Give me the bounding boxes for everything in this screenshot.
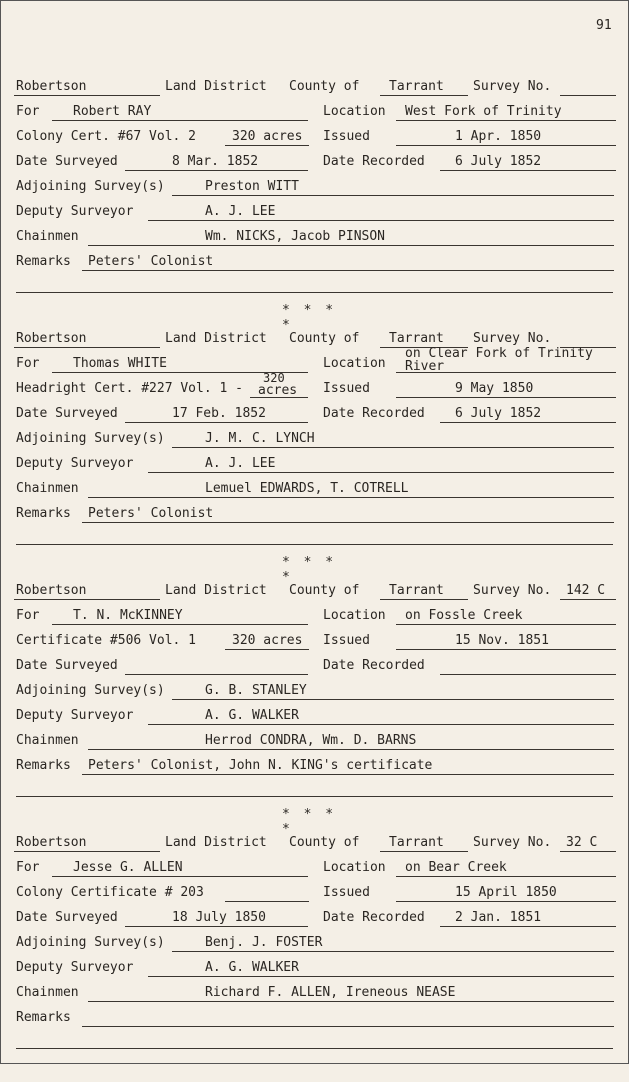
for-label: For <box>16 608 40 623</box>
deputy-surveyor-label: Deputy Surveyor <box>16 204 134 219</box>
adjoining-survey-label: Adjoining Survey(s) <box>16 683 165 698</box>
date-recorded-label: Date Recorded <box>323 658 425 673</box>
location-value: West Fork of Trinity <box>405 104 562 119</box>
adjoining-survey-label: Adjoining Survey(s) <box>16 935 165 950</box>
land-district-label: Land District <box>165 79 267 94</box>
county-of-label: County of <box>289 331 360 346</box>
certificate-label: Colony Cert. #67 Vol. 2 <box>16 129 197 144</box>
certificate-label: Headright Cert. #227 Vol. 1 - <box>16 381 243 396</box>
record-row <box>0 101 629 123</box>
chainmen-value: Wm. NICKS, Jacob PINSON <box>205 229 386 244</box>
separator-stars: * * * * <box>282 807 337 837</box>
county-line <box>380 851 468 852</box>
adjoining-survey-value: Preston WITT <box>205 179 299 194</box>
date-recorded-line <box>440 926 616 927</box>
record-row <box>0 832 629 854</box>
record-row <box>0 580 629 602</box>
record-row <box>0 1007 629 1029</box>
survey-no-label: Survey No. <box>473 583 552 598</box>
county-of-label: County of <box>289 79 360 94</box>
chainmen-line <box>88 497 614 498</box>
adjoining-survey-value: Benj. J. FOSTER <box>205 935 323 950</box>
date-recorded-value: 6 July 1852 <box>455 406 542 421</box>
acres-value: acres <box>258 383 298 398</box>
chainmen-value: Herrod CONDRA, Wm. D. BARNS <box>205 733 417 748</box>
record-row <box>0 453 629 475</box>
record-row <box>0 478 629 500</box>
remarks-line <box>82 270 614 271</box>
survey-no-label: Survey No. <box>473 331 552 346</box>
for-label: For <box>16 860 40 875</box>
district-value: Robertson <box>16 583 87 598</box>
chainmen-value: Richard F. ALLEN, Ireneous NEASE <box>205 985 456 1000</box>
deputy-surveyor-value: A. G. WALKER <box>205 708 299 723</box>
chainmen-label: Chainmen <box>16 481 79 496</box>
remarks-line <box>82 774 614 775</box>
deputy-surveyor-label: Deputy Surveyor <box>16 960 134 975</box>
date-recorded-line <box>440 674 616 675</box>
for-value: Thomas WHITE <box>73 356 167 371</box>
county-value: Tarrant <box>389 835 444 850</box>
date-surveyed-value: 17 Feb. 1852 <box>172 406 266 421</box>
county-value: Tarrant <box>389 331 444 346</box>
district-value: Robertson <box>16 79 87 94</box>
county-value: Tarrant <box>389 583 444 598</box>
acres-value: 320 acres <box>232 633 303 648</box>
remarks-value: Peters' Colonist <box>88 254 214 269</box>
page-number: 91 <box>596 18 612 33</box>
county-line <box>380 599 468 600</box>
survey-record <box>0 328 629 578</box>
for-label: For <box>16 356 40 371</box>
remarks-continuation-line <box>16 1048 613 1049</box>
record-row <box>0 403 629 425</box>
remarks-continuation-line <box>16 292 613 293</box>
date-surveyed-value: 8 Mar. 1852 <box>172 154 259 169</box>
location-value: on Clear Fork of Trinity <box>405 346 593 361</box>
deputy-line <box>148 976 614 977</box>
issued-label: Issued <box>323 885 370 900</box>
issued-value: 15 Nov. 1851 <box>455 633 549 648</box>
county-of-label: County of <box>289 583 360 598</box>
adjoining-line <box>172 699 614 700</box>
deputy-surveyor-value: A. J. LEE <box>205 204 276 219</box>
for-value: T. N. McKINNEY <box>73 608 183 623</box>
remarks-label: Remarks <box>16 506 71 521</box>
adjoining-survey-value: J. M. C. LYNCH <box>205 431 315 446</box>
adjoining-line <box>172 447 614 448</box>
date-surveyed-line <box>125 422 308 423</box>
survey-no-value: 142 C <box>566 583 606 598</box>
date-surveyed-label: Date Surveyed <box>16 154 118 169</box>
date-recorded-line <box>440 170 616 171</box>
survey-no-value: 32 C <box>566 835 598 850</box>
separator-stars: * * * * <box>282 555 337 585</box>
date-surveyed-line <box>125 926 308 927</box>
record-row <box>0 503 629 525</box>
county-value: Tarrant <box>389 79 444 94</box>
acres-value: 320 acres <box>232 129 303 144</box>
survey-no-line <box>560 851 616 852</box>
location-label: Location <box>323 104 386 119</box>
record-row <box>0 76 629 98</box>
date-recorded-value: 6 July 1852 <box>455 154 542 169</box>
for-label: For <box>16 104 40 119</box>
location-value: on Bear Creek <box>405 860 507 875</box>
adjoining-survey-label: Adjoining Survey(s) <box>16 431 165 446</box>
issued-line <box>396 145 616 146</box>
date-surveyed-label: Date Surveyed <box>16 910 118 925</box>
date-recorded-value: 2 Jan. 1851 <box>455 910 542 925</box>
issued-line <box>396 397 616 398</box>
acres-line <box>225 901 309 902</box>
for-line <box>52 120 308 121</box>
record-row <box>0 346 629 375</box>
date-surveyed-label: Date Surveyed <box>16 658 118 673</box>
date-recorded-line <box>440 422 616 423</box>
record-row <box>0 151 629 173</box>
issued-value: 15 April 1850 <box>455 885 557 900</box>
chainmen-label: Chainmen <box>16 733 79 748</box>
deputy-surveyor-label: Deputy Surveyor <box>16 708 134 723</box>
survey-record <box>0 76 629 326</box>
chainmen-label: Chainmen <box>16 985 79 1000</box>
record-row <box>0 982 629 1004</box>
date-surveyed-value: 18 July 1850 <box>172 910 266 925</box>
chainmen-value: Lemuel EDWARDS, T. COTRELL <box>205 481 409 496</box>
record-row <box>0 605 629 627</box>
deputy-surveyor-value: A. J. LEE <box>205 456 276 471</box>
record-row <box>0 126 629 148</box>
remarks-line <box>82 1026 614 1027</box>
land-district-label: Land District <box>165 331 267 346</box>
record-row <box>0 201 629 223</box>
survey-record <box>0 580 629 830</box>
date-surveyed-line <box>125 170 308 171</box>
land-district-label: Land District <box>165 835 267 850</box>
remarks-value: Peters' Colonist, John N. KING's certificate <box>88 758 433 773</box>
remarks-value: Peters' Colonist <box>88 506 214 521</box>
issued-line <box>396 901 616 902</box>
record-row <box>0 857 629 879</box>
location-line <box>396 624 616 625</box>
date-surveyed-label: Date Surveyed <box>16 406 118 421</box>
acres-line <box>225 649 309 650</box>
deputy-line <box>148 220 614 221</box>
adjoining-line <box>172 195 614 196</box>
issued-line <box>396 649 616 650</box>
adjoining-line <box>172 951 614 952</box>
county-line <box>380 95 468 96</box>
location-label: Location <box>323 860 386 875</box>
district-line <box>14 851 160 852</box>
chainmen-line <box>88 245 614 246</box>
adjoining-survey-label: Adjoining Survey(s) <box>16 179 165 194</box>
issued-label: Issued <box>323 633 370 648</box>
issued-value: 9 May 1850 <box>455 381 534 396</box>
for-value: Jesse G. ALLEN <box>73 860 183 875</box>
district-line <box>14 347 160 348</box>
acres-value-top: 320 <box>263 371 285 385</box>
record-row <box>0 226 629 248</box>
location-value-line2: River <box>405 359 445 374</box>
issued-label: Issued <box>323 129 370 144</box>
deputy-line <box>148 472 614 473</box>
record-row <box>0 680 629 702</box>
land-district-label: Land District <box>165 583 267 598</box>
survey-no-line <box>560 95 616 96</box>
district-value: Robertson <box>16 331 87 346</box>
survey-record <box>0 832 629 1082</box>
remarks-label: Remarks <box>16 758 71 773</box>
location-line <box>396 876 616 877</box>
date-recorded-label: Date Recorded <box>323 406 425 421</box>
survey-no-label: Survey No. <box>473 835 552 850</box>
acres-line <box>225 145 309 146</box>
survey-no-line <box>560 599 616 600</box>
issued-value: 1 Apr. 1850 <box>455 129 542 144</box>
record-row <box>0 371 629 400</box>
record-row <box>0 932 629 954</box>
chainmen-line <box>88 1001 614 1002</box>
chainmen-line <box>88 749 614 750</box>
district-value: Robertson <box>16 835 87 850</box>
issued-label: Issued <box>323 381 370 396</box>
remarks-label: Remarks <box>16 254 71 269</box>
remarks-line <box>82 522 614 523</box>
location-value: on Fossle Creek <box>405 608 523 623</box>
for-line <box>52 624 308 625</box>
record-row <box>0 957 629 979</box>
deputy-surveyor-label: Deputy Surveyor <box>16 456 134 471</box>
remarks-continuation-line <box>16 796 613 797</box>
deputy-surveyor-value: A. G. WALKER <box>205 960 299 975</box>
record-row <box>0 705 629 727</box>
record-row <box>0 630 629 652</box>
date-recorded-label: Date Recorded <box>323 910 425 925</box>
location-label: Location <box>323 608 386 623</box>
county-of-label: County of <box>289 835 360 850</box>
survey-no-label: Survey No. <box>473 79 552 94</box>
remarks-label: Remarks <box>16 1010 71 1025</box>
deputy-line <box>148 724 614 725</box>
location-label: Location <box>323 356 386 371</box>
date-surveyed-line <box>125 674 308 675</box>
chainmen-label: Chainmen <box>16 229 79 244</box>
record-row <box>0 428 629 450</box>
separator-stars: * * * * <box>282 303 337 333</box>
district-line <box>14 95 160 96</box>
record-row <box>0 655 629 677</box>
record-row <box>0 176 629 198</box>
record-row <box>0 882 629 904</box>
certificate-label: Colony Certificate # 203 <box>16 885 204 900</box>
certificate-label: Certificate #506 Vol. 1 <box>16 633 197 648</box>
date-recorded-label: Date Recorded <box>323 154 425 169</box>
remarks-continuation-line <box>16 544 613 545</box>
record-row <box>0 251 629 273</box>
for-value: Robert RAY <box>73 104 152 119</box>
record-row <box>0 730 629 752</box>
adjoining-survey-value: G. B. STANLEY <box>205 683 307 698</box>
record-row <box>0 907 629 929</box>
record-row <box>0 755 629 777</box>
location-line <box>396 120 616 121</box>
for-line <box>52 876 308 877</box>
district-line <box>14 599 160 600</box>
